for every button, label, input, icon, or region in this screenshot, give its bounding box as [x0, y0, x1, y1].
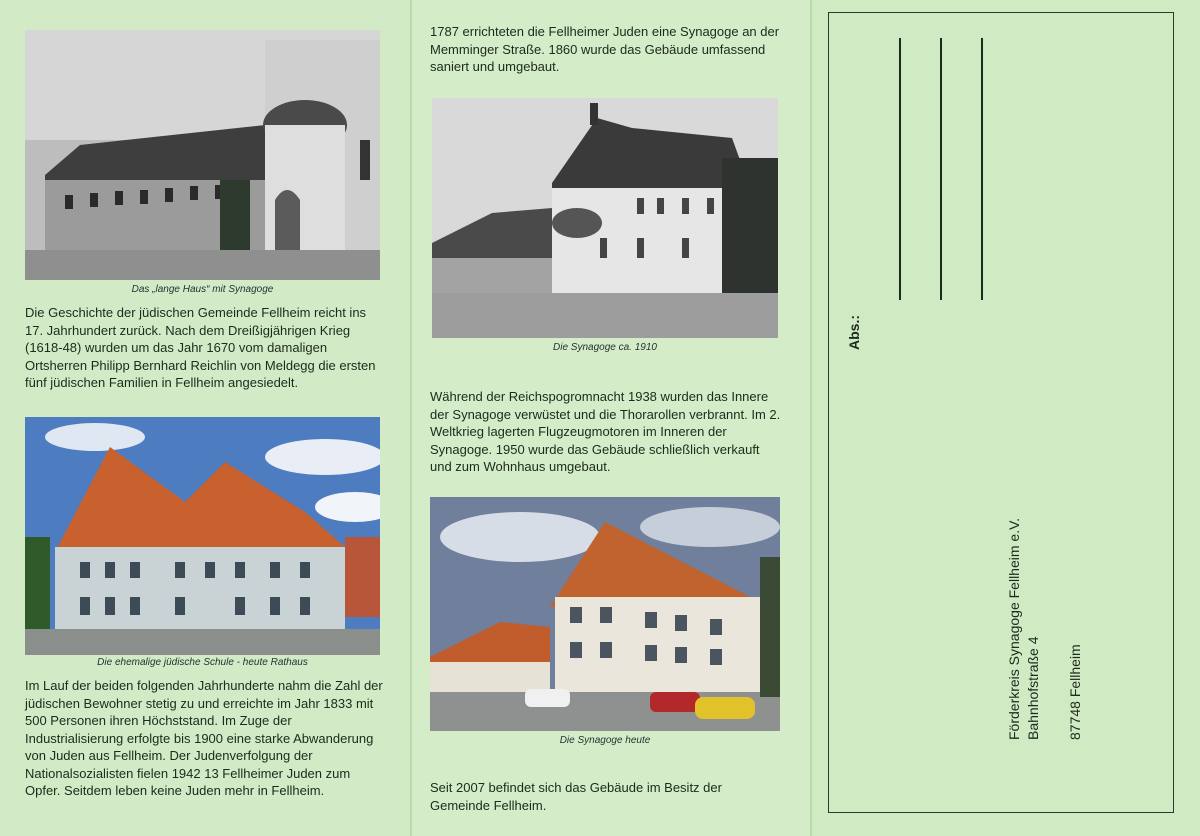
- fold-line-1: [410, 0, 412, 836]
- photo-langes-haus: [25, 30, 380, 280]
- fold-line-2: [810, 0, 812, 836]
- sender-label: Abs.:: [846, 315, 862, 350]
- photo-rathaus: [25, 417, 380, 655]
- photo-caption: Die Synagoge heute: [559, 735, 651, 746]
- history-paragraph: Die Geschichte der jüdischen Gemeinde Fellheim reicht ins 17. Jahrhundert zurück. Nach dem Dreißigjährigen Krieg (1618-48) wurden um das Jahr 1670 vom damaligen Ortsherren Philipp Bernhard Reichlin von Meldegg die ersten fünf jüdischen Familien in Fellheim angesiedelt.: [25, 305, 376, 390]
- pogrom-paragraph: Während der Reichspogromnacht 1938 wurden das Innere der Synagoge verwüstet und die Thorarollen verbrannt. Im 2. Weltkrieg lagerten Flugzeugmotoren im Inneren der Synagoge. 1950 wurde das Gebäude schließlich verkauft und zum Wohnhaus umgebaut.: [430, 389, 781, 474]
- photo-caption: Die ehemalige jüdische Schule - heute Rathaus: [97, 657, 308, 668]
- address-box: [828, 12, 1174, 813]
- photo-synagoge-heute: [430, 497, 780, 731]
- synagogue-1787-paragraph: 1787 errichteten die Fellheimer Juden eine Synagoge an der Memminger Straße. 1860 wurde das Gebäude umfassend saniert und umgebaut.: [430, 24, 780, 74]
- recipient-street: Bahnhofstraße 4: [1025, 636, 1041, 740]
- photo-caption: Das „lange Haus“ mit Synagoge: [131, 284, 274, 295]
- address-line: [940, 38, 942, 300]
- photo-synagoge-1910: [432, 98, 778, 338]
- address-line: [981, 38, 983, 300]
- recipient-city: 87748 Fellheim: [1067, 644, 1083, 740]
- photo-caption: Die Synagoge ca. 1910: [553, 342, 657, 353]
- ownership-paragraph: Seit 2007 befindet sich das Gebäude im Besitz der Gemeinde Fellheim.: [430, 780, 722, 813]
- recipient-name: Förderkreis Synagoge Fellheim e.V.: [1006, 517, 1022, 740]
- address-line: [899, 38, 901, 300]
- population-paragraph: Im Lauf der beiden folgenden Jahrhunderte nahm die Zahl der jüdischen Bewohner stetig zu und erreichte im Jahr 1833 mit 500 Personen ihren Höchststand. Im Zuge der Industrialisierung erfolgte bis 1900 eine starke Abwanderung von Juden aus Fellheim. Der Judenverfolgung der Nationalsozialisten fielen 1942 13 Fellheimer Juden zum Opfer. Seitdem leben keine Juden mehr in Fellheim.: [25, 678, 383, 798]
